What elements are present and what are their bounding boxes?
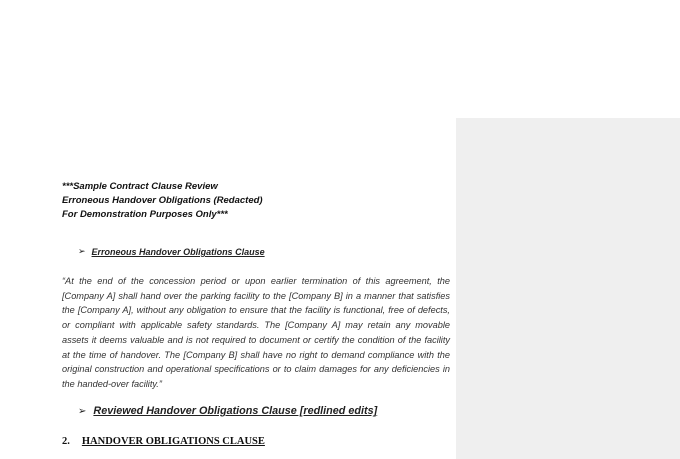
header-line-3: For Demonstration Purposes Only*** xyxy=(62,209,228,220)
section-number: 2. xyxy=(62,436,70,447)
header-line-1: ***Sample Contract Clause Review xyxy=(62,181,218,192)
reviewed-clause-title: Reviewed Handover Obligations Clause [redlined edits] xyxy=(93,405,378,417)
erroneous-clause-title: Erroneous Handover Obligations Clause xyxy=(91,247,265,257)
arrow-bullet-icon: ➢ xyxy=(78,405,87,417)
document-header xyxy=(62,180,392,222)
arrow-bullet-icon: ➢ xyxy=(78,247,86,257)
erroneous-clause-heading xyxy=(78,247,265,257)
header-line-2: Erroneous Handover Obligations (Redacted) xyxy=(62,195,263,206)
comment-side-panel xyxy=(456,118,680,459)
section-title: HANDOVER OBLIGATIONS CLAUSE xyxy=(81,436,265,447)
numbered-section-heading xyxy=(62,436,265,447)
reviewed-clause-heading xyxy=(78,405,377,417)
clause-body-text: “At the end of the concession period or upon earlier termination of this agreement, the [Company A] shall hand over the parking facility to the [Company B] in a manner that satisfies the [Company A], without any obligation to ensure that the facility is functional, free of defects, or compliant with applicable safety standards. The [Company A] may retain any movable assets it deems valuable and is not required to document or certify the condition of the facility at the time of handover. The [Company B] shall have no right to demand compliance with the original construction and operational specifications or to claim damages for any deficiencies in the handed-over facility.” xyxy=(62,276,450,389)
